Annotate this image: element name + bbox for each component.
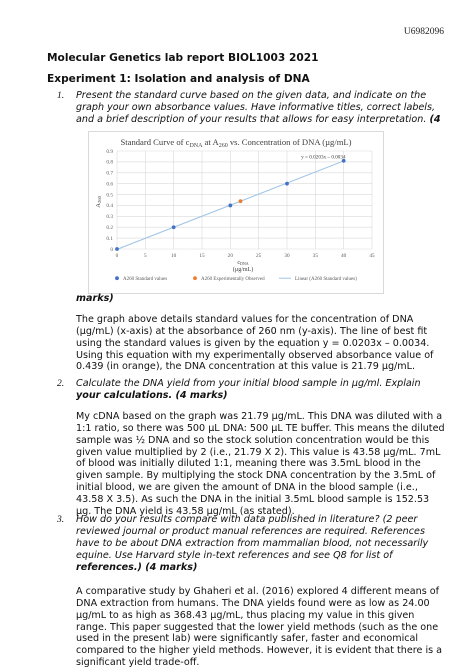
- answer-3-line: DNA extraction from humans. The DNA yields found were as low as 24.00: [76, 597, 430, 609]
- answer-3-line: compared to the higher yield methods. However, it is evident that there is a: [76, 645, 443, 657]
- y-tick-label: 0.5: [106, 192, 113, 199]
- x-tick-label: 20: [227, 253, 233, 259]
- legend-label: Linear (A260 Standard values): [295, 277, 357, 282]
- question-1-line: [76, 114, 448, 126]
- x-tick-label: 10: [171, 253, 177, 259]
- answer-3-line: used in the present lab) were significantly safer, faster and economical: [76, 633, 419, 645]
- x-tick-label: 40: [341, 253, 347, 259]
- question-2-text: [76, 378, 448, 402]
- answer-2: [76, 411, 450, 518]
- observed-point: [239, 199, 243, 203]
- chart-svg: [89, 132, 383, 293]
- question-1-number: 1.: [57, 91, 65, 101]
- standard-point: [228, 204, 232, 208]
- answer-1: [76, 314, 450, 373]
- question-3-line: references.) (4 marks): [76, 561, 198, 573]
- trendline-equation: y = 0.0203x – 0.0034: [301, 154, 346, 161]
- answer-3-line: range. This paper suggested that the lower yield methods (such as the one: [76, 621, 439, 633]
- answer-1-line: using the standard values is given by the equation y = 0.0203x – 0.0034.: [76, 337, 430, 349]
- question-2-line: your calculations. (4 marks): [76, 389, 228, 401]
- answer-3: [76, 586, 450, 669]
- chart-title: [120, 137, 351, 149]
- y-tick-labels: [106, 149, 113, 253]
- answer-3-line: A comparative study by Ghaheri et al. (2016) explored 4 different means of: [76, 586, 440, 597]
- answer-2-line: given value multiplied by 2 (i.e., 21.79 X 2). This value is 43.58 µg/mL. 7mL: [76, 446, 441, 458]
- question-1-line-text: and a brief description of your results that allows for easy interpretation.: [76, 113, 427, 125]
- legend-marker: [193, 276, 197, 280]
- y-tick-label: 0.9: [106, 148, 113, 155]
- experiment-heading: Experiment 1: Isolation and analysis of DNA: [47, 73, 310, 85]
- chart-legend: [115, 276, 357, 282]
- legend-label: A260 Experimentally Observed: [201, 277, 265, 282]
- y-axis-label: A260: [95, 196, 102, 208]
- question-2-number: 2.: [57, 379, 65, 389]
- question-3-number: 3.: [57, 515, 65, 525]
- legend-label: A260 Standard values: [123, 277, 168, 282]
- standard-point: [115, 247, 119, 251]
- standard-point: [285, 182, 289, 186]
- y-tick-label: 0.7: [106, 170, 113, 177]
- chart-title-part: Standard Curve of c: [120, 137, 190, 147]
- question-3-line: have to be about DNA extraction from mammalian blood, not necessarily: [76, 537, 429, 549]
- x-tick-label: 15: [199, 253, 205, 259]
- x-tick-label: 25: [256, 253, 262, 259]
- y-tick-label: 0.6: [106, 181, 113, 188]
- report-title: Molecular Genetics lab report BIOL1003 2021: [47, 52, 319, 64]
- y-tick-label: 0.8: [106, 159, 113, 166]
- y-tick-label: 0.4: [106, 203, 113, 210]
- answer-2-line: My cDNA based on the graph was 21.79 µg/mL. This DNA was diluted with a: [76, 411, 443, 422]
- answer-2-line: µg. The DNA yield is 43.58 µg/mL (as stated).: [76, 505, 295, 517]
- chart-title-part: at A: [202, 137, 219, 147]
- x-tick-labels: [116, 253, 375, 259]
- y-tick-label: 0.2: [106, 225, 113, 232]
- question-1-text: [76, 90, 448, 126]
- answer-1-line: The graph above details standard values for the concentration of DNA: [76, 314, 414, 325]
- chart-title-sub: DNA: [189, 143, 203, 149]
- answer-2-line: initial blood, we are given the amount of DNA in the blood sample (i.e.,: [76, 482, 418, 494]
- answer-1-line: Using this equation with my experimentally observed absorbance value of: [76, 349, 434, 361]
- question-1-line: graph your own absorbance values. Have informative titles, correct labels,: [76, 101, 436, 113]
- legend-marker: [115, 276, 119, 280]
- answer-2-line: 43.58 X 3.5). As such the DNA in the initial 3.5mL blood sample is 152.53: [76, 493, 430, 505]
- answer-2-line: sample was ½ DNA and so the stock solution concentration would be this: [76, 434, 430, 446]
- student-id: U6982096: [403, 27, 444, 37]
- x-tick-label: 45: [369, 253, 375, 259]
- standard-point: [172, 225, 176, 229]
- question-3-text: [76, 514, 448, 574]
- answer-2-line: 1:1 ratio, so there was 500 µL DNA: 500 µL TE buffer. This means the diluted: [76, 422, 445, 434]
- chart-title-sub: 260: [218, 143, 228, 149]
- answer-1-line: (µg/mL) (x-axis) at the absorbance of 260 nm (y-axis). The line of best fit: [76, 325, 428, 337]
- answer-3-line: significant yield trade-off.: [76, 657, 200, 669]
- chart-title-part: vs. Concentration of DNA (µg/mL): [227, 137, 352, 147]
- question-3-line: equine. Use Harvard style in-text references and see Q8 for list of: [76, 549, 393, 561]
- x-tick-label: 35: [312, 253, 318, 259]
- answer-1-line: 0.439 (in orange), the DNA concentration at this value is 21.79 µg/mL.: [76, 361, 416, 373]
- question-1-marks: (4: [429, 113, 441, 125]
- x-axis-label-line-1: cDNA: [237, 260, 249, 266]
- x-tick-label: 0: [115, 253, 119, 259]
- question-3-line: reviewed journal or product manual references are required. References: [76, 525, 425, 537]
- y-tick-label: 0: [110, 246, 113, 253]
- y-tick-label: 0.3: [106, 214, 113, 221]
- answer-2-line: of blood was initially diluted 1:1, meaning there was 3.5mL blood in the: [76, 458, 421, 470]
- answer-2-line: given sample. By multiplying the stock DNA concentration by the 3.5mL of: [76, 470, 436, 482]
- x-tick-label: 30: [284, 253, 290, 259]
- x-axis-label-line-2: (µg/mL): [232, 267, 254, 273]
- question-2-line: Calculate the DNA yield from your initial blood sample in µg/ml. Explain: [76, 378, 421, 389]
- standard-curve-chart: [88, 131, 384, 294]
- y-tick-label: 0.1: [106, 235, 113, 242]
- x-tick-label: 5: [144, 253, 147, 259]
- question-1-marks-continued: marks): [76, 293, 114, 304]
- answer-3-line: µg/mL to as high as 368.43 µg/mL, thus placing my value in this given: [76, 609, 415, 621]
- question-3-line: How do your results compare with data published in literature? (2 peer: [76, 514, 418, 525]
- question-1-line: Present the standard curve based on the given data, and indicate on the: [76, 90, 427, 101]
